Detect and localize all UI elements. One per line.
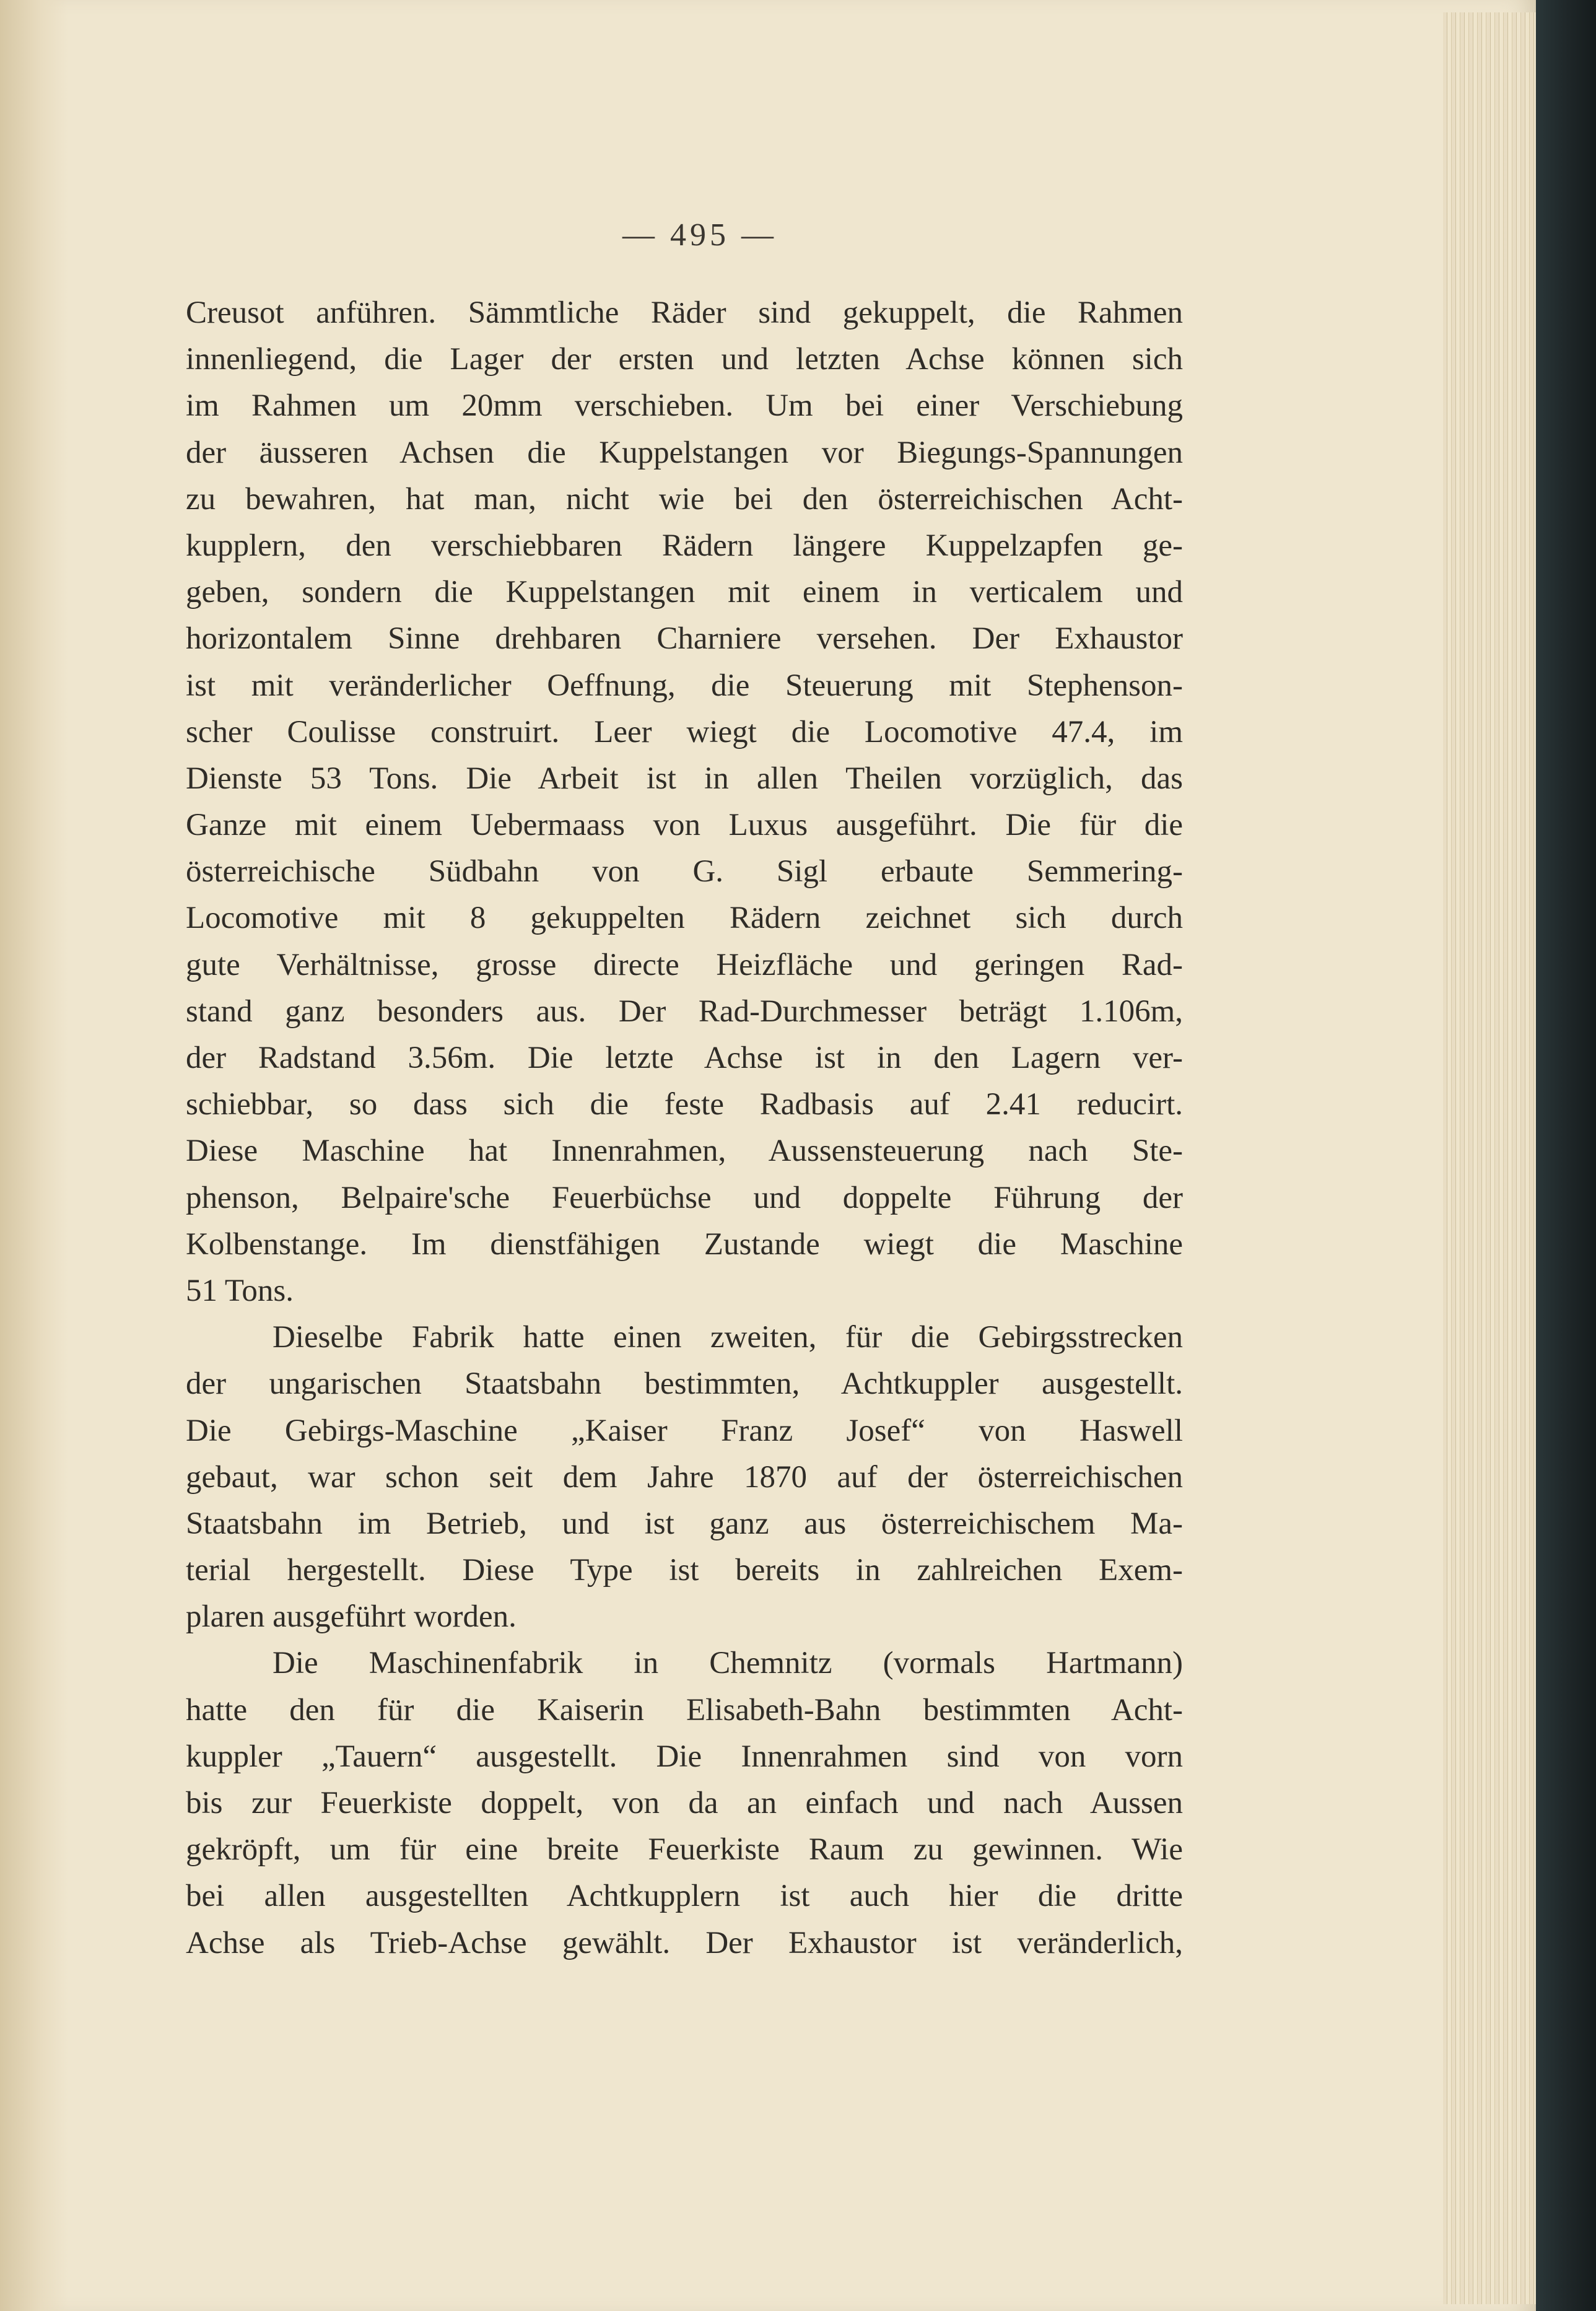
text-line: Staatsbahn im Betrieb, und ist ganz aus österreichischem Ma- [186, 1506, 1183, 1541]
text-line: phenson, Belpaire'sche Feuerbüchse und doppelte Führung der [186, 1180, 1183, 1215]
text-line: stand ganz besonders aus. Der Rad-Durchmesser beträgt 1.106m, [186, 994, 1183, 1029]
text-line: der äusseren Achsen die Kuppelstangen vor Biegungs-Spannungen [186, 435, 1183, 470]
text-line: Die Maschinenfabrik in Chemnitz (vormals Hartmann) [273, 1646, 1183, 1681]
text-line: Dieselbe Fabrik hatte einen zweiten, für die Gebirgsstrecken [273, 1320, 1183, 1355]
text-line: Ganze mit einem Uebermaass von Luxus ausgeführt. Die für die [186, 808, 1183, 843]
text-line: plaren ausgeführt worden. [186, 1599, 517, 1635]
text-line: bis zur Feuerkiste doppelt, von da an einfach und nach Aussen [186, 1786, 1183, 1820]
text-line: kuppler „Tauern“ ausgestellt. Die Innenrahmen sind von vorn [186, 1739, 1183, 1774]
text-line: kupplern, den verschiebbaren Rädern längere Kuppelzapfen ge- [186, 528, 1183, 563]
text-line: horizontalem Sinne drehbaren Charniere versehen. Der Exhaustor [186, 621, 1183, 657]
text-line: terial hergestellt. Diese Type ist bereits in zahlreichen Exem- [186, 1553, 1183, 1588]
text-line: 51 Tons. [186, 1273, 294, 1308]
text-line: zu bewahren, hat man, nicht wie bei den österreichischen Acht- [186, 481, 1183, 517]
text-line: scher Coulisse construirt. Leer wiegt die Locomotive 47.4, im [186, 714, 1183, 749]
text-line: bei allen ausgestellten Achtkupplern ist auch hier die dritte [186, 1879, 1183, 1914]
text-line: hatte den für die Kaiserin Elisabeth-Bahn bestimmten Acht- [186, 1692, 1183, 1728]
text-line: innenliegend, die Lager der ersten und letzten Achse können sich [186, 342, 1183, 377]
page-gutter-shadow [0, 0, 68, 2311]
text-line: gute Verhältnisse, grosse directe Heizfläche und geringen Rad- [186, 947, 1183, 982]
text-line: österreichische Südbahn von G. Sigl erbaute Semmering- [186, 854, 1183, 889]
body-text [186, 290, 1183, 1967]
text-line: Diese Maschine hat Innenrahmen, Aussensteuerung nach Ste- [186, 1134, 1183, 1169]
text-line: Dienste 53 Tons. Die Arbeit ist in allen Theilen vorzüglich, das [186, 761, 1183, 796]
text-line: gebaut, war schon seit dem Jahre 1870 auf der österreichischen [186, 1459, 1183, 1495]
text-line: schiebbar, so dass sich die feste Radbasis auf 2.41 reducirt. [186, 1087, 1183, 1122]
text-line: Die Gebirgs-Maschine „Kaiser Franz Josef“ von Haswell [186, 1413, 1183, 1448]
text-line: der Radstand 3.56m. Die letzte Achse ist in den Lagern ver- [186, 1041, 1183, 1075]
text-line: Achse als Trieb-Achse gewählt. Der Exhaustor ist veränderlich, [186, 1925, 1183, 1960]
text-line: ist mit veränderlicher Oeffnung, die Steuerung mit Stephenson- [186, 668, 1183, 703]
text-line: Creusot anführen. Sämmtliche Räder sind gekuppelt, die Rahmen [186, 295, 1183, 330]
text-line: gekröpft, um für eine breite Feuerkiste Raum zu gewinnen. Wie [186, 1832, 1183, 1868]
text-line: geben, sondern die Kuppelstangen mit einem in verticalem und [186, 575, 1183, 610]
text-line: Locomotive mit 8 gekuppelten Rädern zeichnet sich durch [186, 901, 1183, 936]
text-line: der ungarischen Staatsbahn bestimmten, Achtkuppler ausgestellt. [186, 1366, 1183, 1402]
book-cover-board [1530, 0, 1596, 2311]
text-line: im Rahmen um 20mm verschieben. Um bei einer Verschiebung [186, 388, 1183, 424]
page-edges [1443, 12, 1536, 2304]
page-number: — 495 — [622, 217, 777, 253]
text-line: Kolbenstange. Im dienstfähigen Zustande wiegt die Maschine [186, 1226, 1183, 1262]
